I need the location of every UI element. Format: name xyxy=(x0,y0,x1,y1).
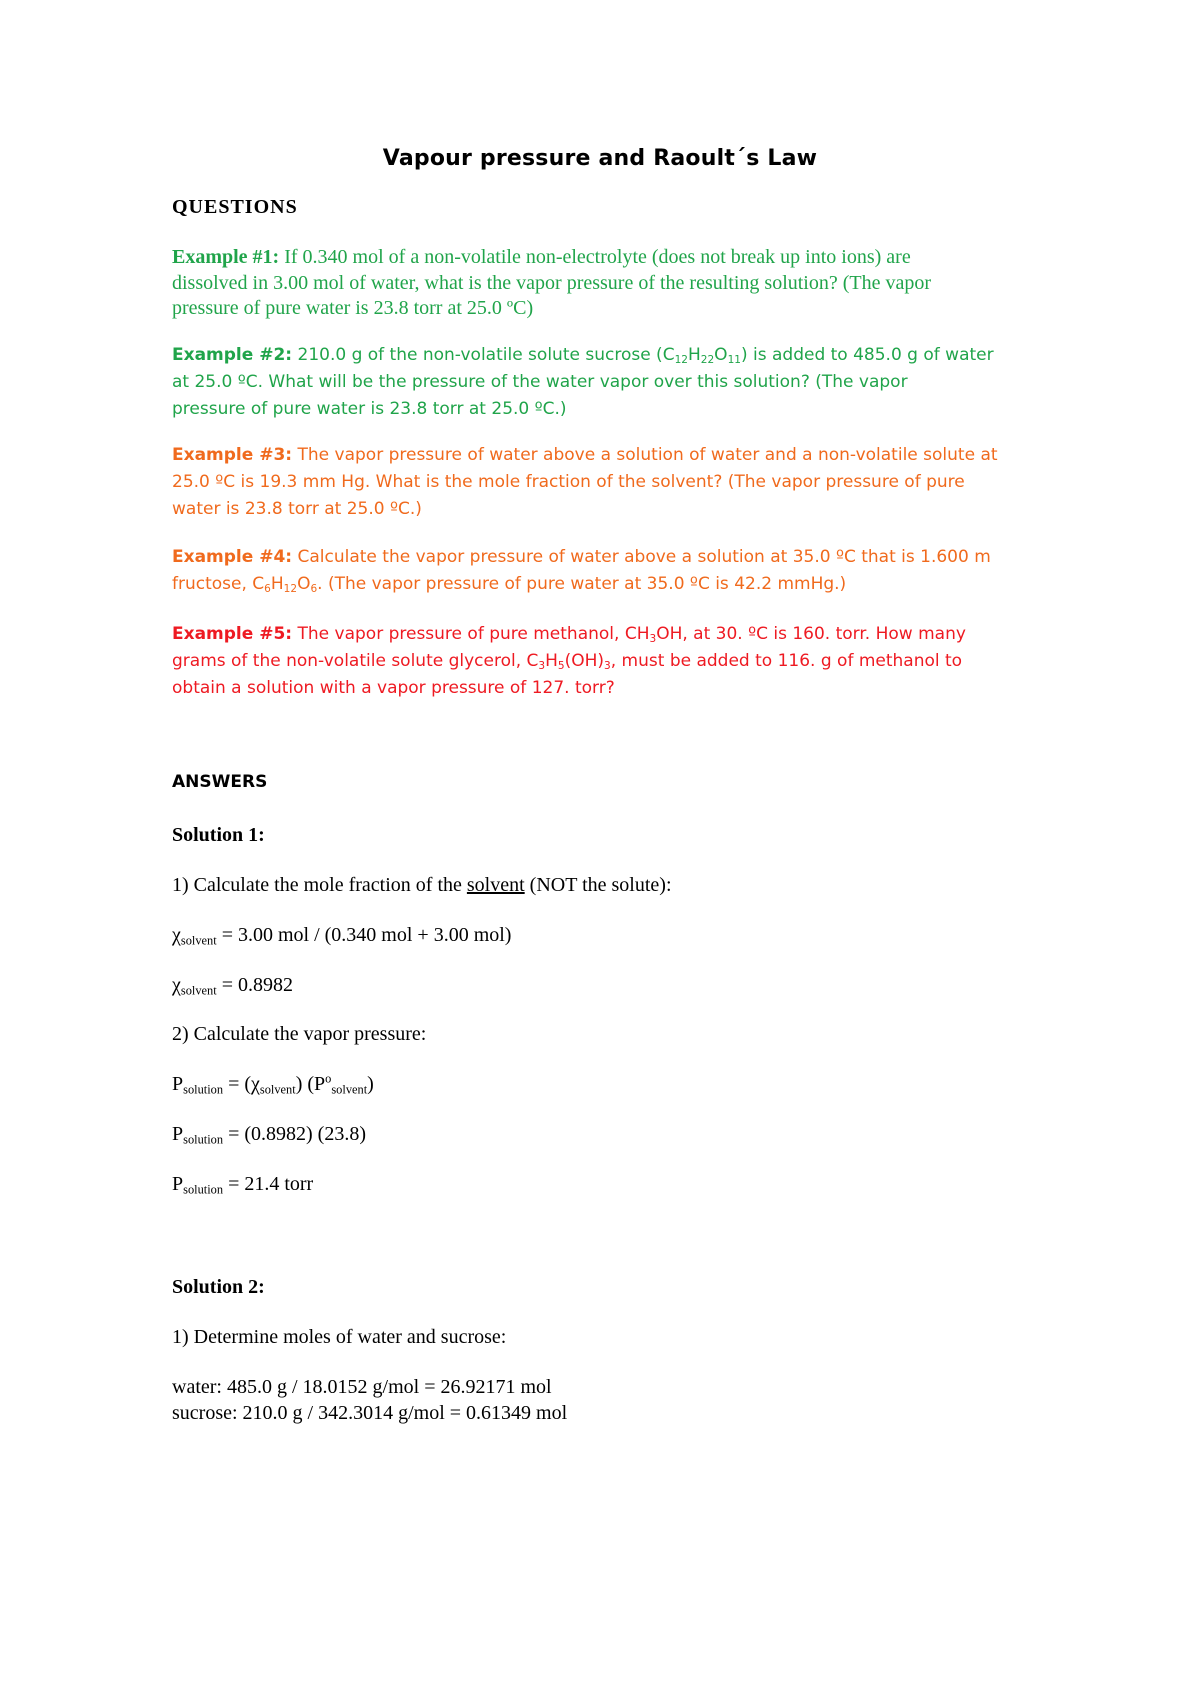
equation-text: ) xyxy=(367,1073,374,1095)
underlined-word: solvent xyxy=(466,874,525,896)
example-5-line-3: obtain a solution with a vapor pressure of 127. torr? xyxy=(172,678,615,698)
subscript: solution xyxy=(183,1182,224,1197)
example-4-line-1: Calculate the vapor pressure of water above a solution at 35.0 ºC that is 1.600 m xyxy=(292,547,991,567)
solution-1-equation-1 xyxy=(172,923,1032,949)
equation-text: = (0.8982) (23.8) xyxy=(223,1123,366,1145)
subscript: solvent xyxy=(180,983,217,998)
solution-1-heading: Solution 1: xyxy=(172,824,265,846)
example-1-line-1: If 0.340 mol of a non-volatile non-electrolyte (does not break up into ions) are xyxy=(279,246,911,268)
solution-1-equation-2 xyxy=(172,973,1032,999)
chi-symbol: χ xyxy=(251,1073,260,1095)
example-4-text: O xyxy=(297,574,311,594)
example-5-text: OH, at 30. ºC is 160. torr. How many xyxy=(656,624,966,644)
example-4-text: H xyxy=(270,574,284,594)
example-2-text: ) is added to 485.0 g of water xyxy=(740,345,994,365)
chi-symbol: χ xyxy=(172,974,181,996)
p-symbol: P xyxy=(172,1173,184,1195)
equation-text: = 0.8982 xyxy=(216,974,293,996)
example-4-label: Example #4: xyxy=(172,547,293,567)
example-4 xyxy=(172,544,1032,598)
subscript: 3 xyxy=(538,660,546,673)
example-5-text: grams of the non-volatile solute glycerol, C xyxy=(172,651,539,671)
example-1-line-3: pressure of pure water is 23.8 torr at 25.0 ºC) xyxy=(172,297,534,319)
example-2 xyxy=(172,342,1032,423)
solution-2-moles xyxy=(172,1375,1032,1426)
example-3 xyxy=(172,442,1032,523)
subscript: solution xyxy=(183,1082,224,1097)
solution-1-step-2: 2) Calculate the vapor pressure: xyxy=(172,1023,427,1045)
example-2-text: H xyxy=(687,345,701,365)
superscript: o xyxy=(325,1071,332,1086)
answers-heading: ANSWERS xyxy=(172,772,268,792)
subscript: 6 xyxy=(310,583,318,596)
water-moles-line: water: 485.0 g / 18.0152 g/mol = 26.92171 mol xyxy=(172,1376,552,1398)
example-5-text: (OH) xyxy=(564,651,605,671)
example-2-text: 210.0 g of the non-volatile solute sucrose (C xyxy=(292,345,675,365)
example-3-line-3: water is 23.8 torr at 25.0 ºC.) xyxy=(172,499,422,519)
step-text: (NOT the solute): xyxy=(524,874,672,896)
subscript: 5 xyxy=(557,660,565,673)
example-2-text: O xyxy=(714,345,728,365)
example-3-line-2: 25.0 ºC is 19.3 mm Hg. What is the mole fraction of the solvent? (The vapor pressure of pure xyxy=(172,472,965,492)
solution-1-equation-4 xyxy=(172,1122,1032,1148)
example-1-label: Example #1: xyxy=(172,246,280,268)
example-4-text: . (The vapor pressure of pure water at 35.0 ºC is 42.2 mmHg.) xyxy=(317,574,847,594)
example-5-text: , must be added to 116. g of methanol to xyxy=(610,651,963,671)
solution-2-step-1: 1) Determine moles of water and sucrose: xyxy=(172,1326,507,1348)
example-5-text: The vapor pressure of pure methanol, CH xyxy=(292,624,650,644)
subscript: 3 xyxy=(604,660,611,673)
equation-text: = ( xyxy=(223,1073,252,1095)
p-symbol: P xyxy=(172,1073,184,1095)
example-1-line-2: dissolved in 3.00 mol of water, what is the vapor pressure of the resulting solution? (The vapor xyxy=(172,271,932,294)
subscript: solution xyxy=(183,1132,224,1147)
solution-2-heading: Solution 2: xyxy=(172,1276,265,1298)
subscript: 12 xyxy=(674,354,688,367)
example-5-text: H xyxy=(545,651,558,671)
solution-1-equation-3 xyxy=(172,1072,1032,1098)
equation-text: = 21.4 torr xyxy=(223,1173,314,1195)
example-2-line-2: at 25.0 ºC. What will be the pressure of the water vapor over this solution? (The vapor xyxy=(172,372,908,392)
page-title: Vapour pressure and Raoult´s Law xyxy=(382,146,818,171)
chi-symbol: χ xyxy=(172,924,181,946)
example-2-label: Example #2: xyxy=(172,345,293,365)
example-3-label: Example #3: xyxy=(172,445,293,465)
step-text: 1) Calculate the mole fraction of the xyxy=(172,874,467,896)
questions-heading: QUESTIONS xyxy=(172,196,298,218)
subscript: 3 xyxy=(649,633,657,646)
example-1 xyxy=(172,245,1032,322)
sucrose-moles-line: sucrose: 210.0 g / 342.3014 g/mol = 0.61349 mol xyxy=(172,1401,568,1424)
subscript: 11 xyxy=(727,354,741,367)
subscript: solvent xyxy=(331,1082,368,1097)
example-2-line-3: pressure of pure water is 23.8 torr at 25.0 ºC.) xyxy=(172,399,567,419)
example-3-line-1: The vapor pressure of water above a solution of water and a non-volatile solute at xyxy=(292,445,998,465)
subscript: solvent xyxy=(259,1082,296,1097)
equation-text: ) (P xyxy=(295,1073,326,1095)
p-symbol: P xyxy=(172,1123,184,1145)
subscript: 22 xyxy=(700,354,715,367)
subscript: solvent xyxy=(180,933,217,948)
equation-text: = 3.00 mol / (0.340 mol + 3.00 mol) xyxy=(216,924,512,946)
subscript: 12 xyxy=(283,583,298,596)
solution-1-step-1 xyxy=(172,873,1032,899)
solution-1-equation-5 xyxy=(172,1172,1032,1198)
subscript: 6 xyxy=(264,583,271,596)
example-5 xyxy=(172,621,1032,702)
example-4-text: fructose, C xyxy=(172,574,265,594)
example-5-label: Example #5: xyxy=(172,624,293,644)
